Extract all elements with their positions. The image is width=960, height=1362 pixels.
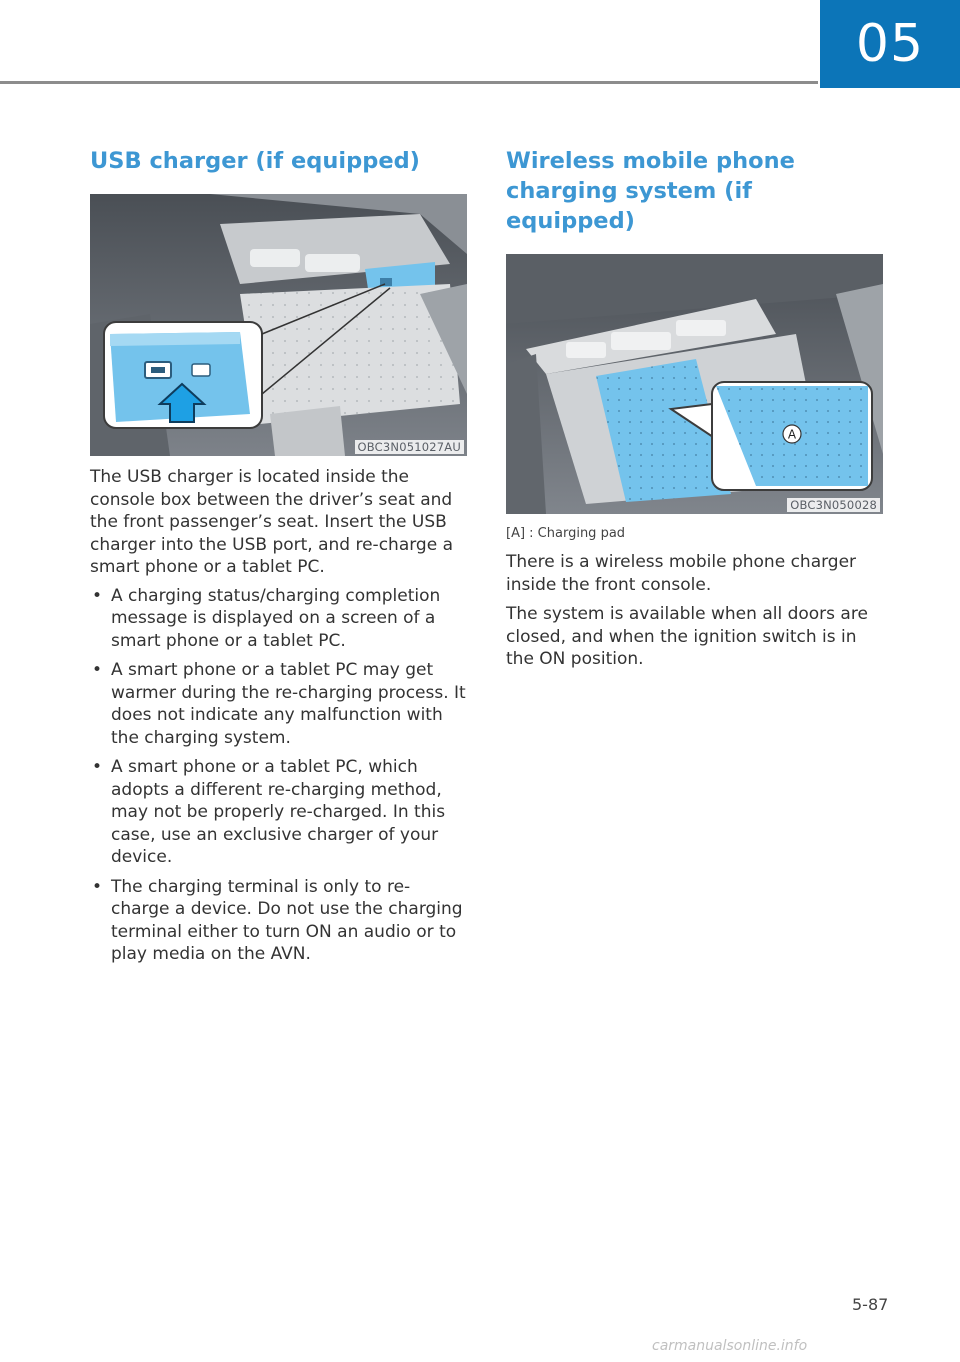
list-item	[90, 659, 468, 749]
usb-console-illustration	[90, 194, 467, 456]
usb-charger-heading: USB charger (if equipped)	[90, 148, 420, 174]
figure-caption: [A] : Charging pad	[506, 526, 626, 541]
list-item	[90, 585, 468, 653]
bullet-marker: •	[92, 660, 103, 680]
watermark: carmanualsonline.info	[652, 1338, 808, 1354]
usb-bullet-list	[90, 585, 468, 966]
chapter-tab: 05	[820, 0, 960, 88]
page-number: 5-87	[852, 1295, 889, 1314]
wireless-paragraph: The system is available when all doors are closed, and when the ignition switch is in the ON position.	[506, 604, 868, 669]
bullet-marker: •	[92, 757, 103, 777]
bullet-marker: •	[92, 876, 103, 897]
wireless-charging-section	[506, 146, 884, 678]
bullet-text: The charging terminal is only to re-charge a device. Do not use the charging terminal either to turn ON an audio or to play media on the AVN.	[111, 876, 463, 964]
list-item	[90, 876, 468, 966]
bullet-text: A smart phone or a tablet PC, which adopts a different re-charging method, may not be properly re-charged. In this case, use an exclusive charger of your device.	[111, 757, 446, 867]
usb-intro-paragraph: The USB charger is located inside the console box between the driver’s seat and the front passenger’s seat. Insert the USB charger into the USB port, and re-charge a smart phone or a tablet PC.	[90, 467, 453, 577]
bullet-text: A smart phone or a tablet PC may get warmer during the re-charging process. It does not indicate any malfunction with the charging system.	[111, 660, 466, 748]
usb-charger-figure	[90, 194, 467, 456]
callout-letter-a: A	[787, 427, 797, 442]
list-item	[90, 756, 468, 869]
usb-charger-section	[90, 146, 468, 973]
bullet-text: A charging status/charging completion message is displayed on a screen of a smart phone or a tablet PC.	[111, 585, 441, 651]
wireless-charging-figure	[506, 254, 883, 514]
wireless-paragraph: There is a wireless mobile phone charger inside the front console.	[506, 552, 857, 595]
wireless-figure-code: OBC3N050028	[787, 498, 880, 512]
wireless-console-illustration	[506, 254, 883, 514]
usb-figure-code: OBC3N051027AU	[355, 440, 464, 454]
bullet-marker: •	[92, 585, 103, 606]
header-rule	[0, 81, 818, 84]
wireless-charging-heading: Wireless mobile phone charging system (if equipped)	[506, 148, 795, 234]
